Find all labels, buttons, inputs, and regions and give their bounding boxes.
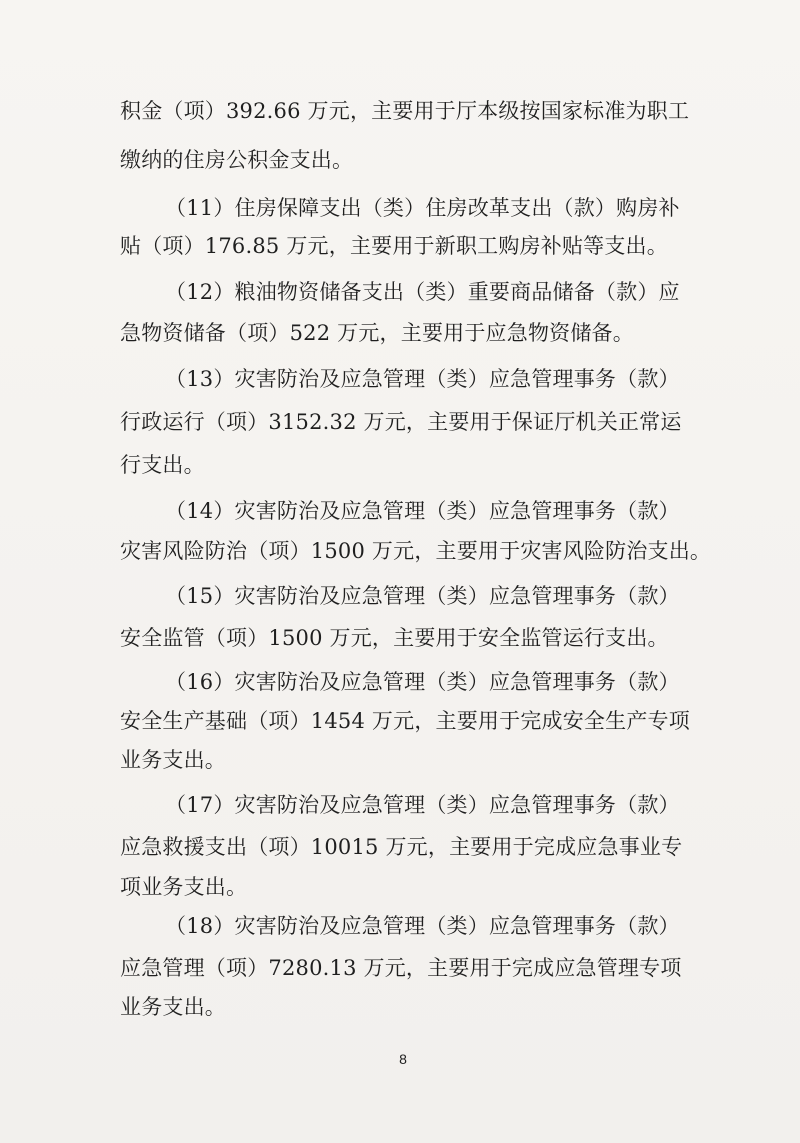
paragraph-line: 急物资储备（项）522 万元，主要用于应急物资储备。: [120, 321, 634, 345]
paragraph-line: 行支出。: [120, 453, 205, 477]
paragraph-line: （13）灾害防治及应急管理（类）应急管理事务（款）: [165, 367, 680, 391]
paragraph-line: 行政运行（项）3152.32 万元，主要用于保证厅机关正常运: [120, 410, 682, 434]
paragraph-line: 安全生产基础（项）1454 万元，主要用于完成安全生产专项: [120, 709, 690, 733]
paragraph-line: （16）灾害防治及应急管理（类）应急管理事务（款）: [165, 670, 680, 694]
paragraph-line: 安全监管（项）1500 万元，主要用于安全监管运行支出。: [120, 626, 669, 650]
paragraph-line: （15）灾害防治及应急管理（类）应急管理事务（款）: [165, 584, 680, 608]
paragraph-line: 应急管理（项）7280.13 万元，主要用于完成应急管理专项: [120, 956, 682, 980]
paragraph-line: 贴（项）176.85 万元，主要用于新职工购房补贴等支出。: [120, 234, 668, 258]
paragraph-line: （14）灾害防治及应急管理（类）应急管理事务（款）: [165, 499, 680, 523]
page-number: 8: [399, 1051, 407, 1067]
paragraph-line: （17）灾害防治及应急管理（类）应急管理事务（款）: [165, 793, 680, 817]
paragraph-line: 缴纳的住房公积金支出。: [120, 148, 354, 172]
paragraph-line: 业务支出。: [120, 748, 226, 772]
paragraph-line: 项业务支出。: [120, 875, 248, 899]
paragraph-line: 业务支出。: [120, 995, 226, 1019]
paragraph-line: （12）粮油物资储备支出（类）重要商品储备（款）应: [165, 280, 680, 304]
paragraph-line: （18）灾害防治及应急管理（类）应急管理事务（款）: [165, 914, 680, 938]
paragraph-line: （11）住房保障支出（类）住房改革支出（款）购房补: [165, 196, 680, 220]
paragraph-line: 灾害风险防治（项）1500 万元，主要用于灾害风险防治支出。: [120, 539, 712, 563]
paragraph-line: 应急救援支出（项）10015 万元，主要用于完成应急事业专: [120, 835, 683, 859]
paragraph-line: 积金（项）392.66 万元，主要用于厅本级按国家标准为职工: [120, 99, 690, 123]
